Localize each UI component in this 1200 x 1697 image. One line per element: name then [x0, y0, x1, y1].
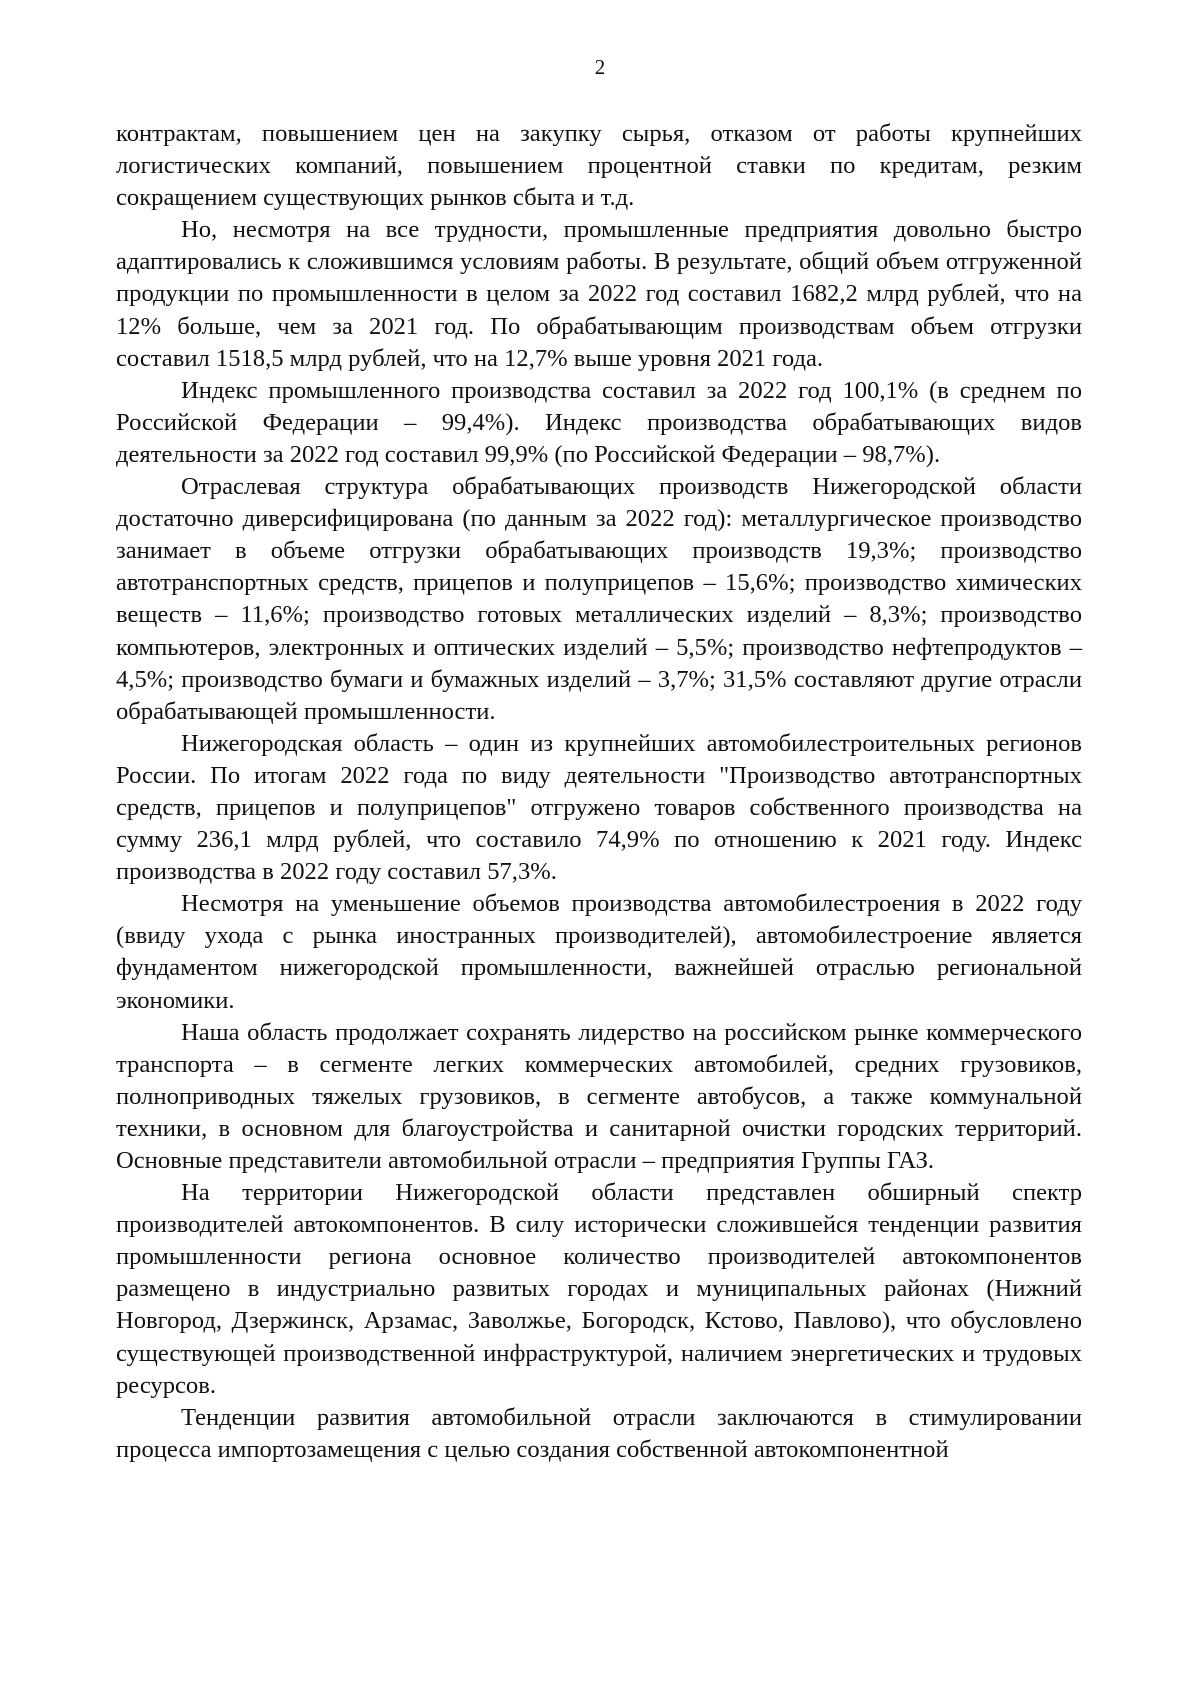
paragraph-commercial-transport: Наша область продолжает сохранять лидерство на российском рынке коммерческого транспорта – в сегменте легких коммерческих автомобилей, средних грузовиков, полноприводных тяжелых грузовиков, в сегменте автобусов, а также коммунальной техники, в основном для благоустройства и санитарной очистки городских территорий. Основные представители автомобильной отрасли – предприятия Группы ГАЗ. — [116, 1018, 1082, 1174]
paragraph-production-index: Индекс промышленного производства составил за 2022 год 100,1% (в среднем по Российской Федерации – 99,4%). Индекс производства обрабатывающих видов деятельности за 2022 год составил 99,9% (по Российской Федерации – 98,7%). — [116, 376, 1082, 468]
paragraph-adaptation: Но, несмотря на все трудности, промышленные предприятия довольно быстро адаптировались к сложившимся условиям работы. В результате, общий объем отгруженной продукции по промышленности в целом за 2022 год составил 1682,2 млрд рублей, что на 12% больше, чем за 2021 год. По обрабатывающим производствам объем отгрузки составил 1518,5 млрд рублей, что на 12,7% выше уровня 2021 года. — [116, 216, 1082, 372]
document-body — [116, 118, 1082, 1466]
paragraph-sector-structure: Отраслевая структура обрабатывающих производств Нижегородской области достаточно диверсифицирована (по данным за 2022 год): металлургическое производство занимает в объеме отгрузки обрабатывающих производств 19,3%; производство автотранспортных средств, прицепов и полуприцепов – 15,6%; производство химических веществ – 11,6%; производство готовых металлических изделий – 8,3%; производство компьютеров, электронных и оптических изделий – 5,5%; производство нефтепродуктов – 4,5%; производство бумаги и бумажных изделий – 3,7%; 31,5% составляют другие отрасли обрабатывающей промышленности. — [116, 473, 1082, 725]
paragraph-continuation: контрактам, повышением цен на закупку сырья, отказом от работы крупнейших логистических компаний, повышением процентной ставки по кредитам, резким сокращением существующих рынков сбыта и т.д. — [116, 120, 1082, 212]
paragraph-auto-components: На территории Нижегородской области представлен обширный спектр производителей автокомпонентов. В силу исторически сложившейся тенденции развития промышленности региона основное количество производителей автокомпонентов размещено в индустриально развитых городах и муниципальных районах (Нижний Новгород, Дзержинск, Арзамас, Заволжье, Богородск, Кстово, Павлово), что обусловлено существующей производственной инфраструктурой, наличием энергетических и трудовых ресурсов. — [116, 1179, 1082, 1399]
paragraph-automotive-region: Нижегородская область – один из крупнейших автомобилестроительных регионов России. По итогам 2022 года по виду деятельности "Производство автотранспортных средств, прицепов и полуприцепов" отгружено товаров собственного производства на сумму 236,1 млрд рублей, что составило 74,9% по отношению к 2021 году. Индекс производства в 2022 году составил 57,3%. — [116, 729, 1082, 886]
paragraph-automotive-decline: Несмотря на уменьшение объемов производства автомобилестроения в 2022 году (ввиду ухода с рынка иностранных производителей), автомобилестроение является фундаментом нижегородской промышленности, важнейшей отраслью региональной экономики. — [116, 890, 1082, 1014]
page-number: 2 — [594, 55, 606, 79]
paragraph-import-substitution: Тенденции развития автомобильной отрасли заключаются в стимулировании процесса импортозамещения с целью создания собственной автокомпонентной — [116, 1403, 1082, 1463]
